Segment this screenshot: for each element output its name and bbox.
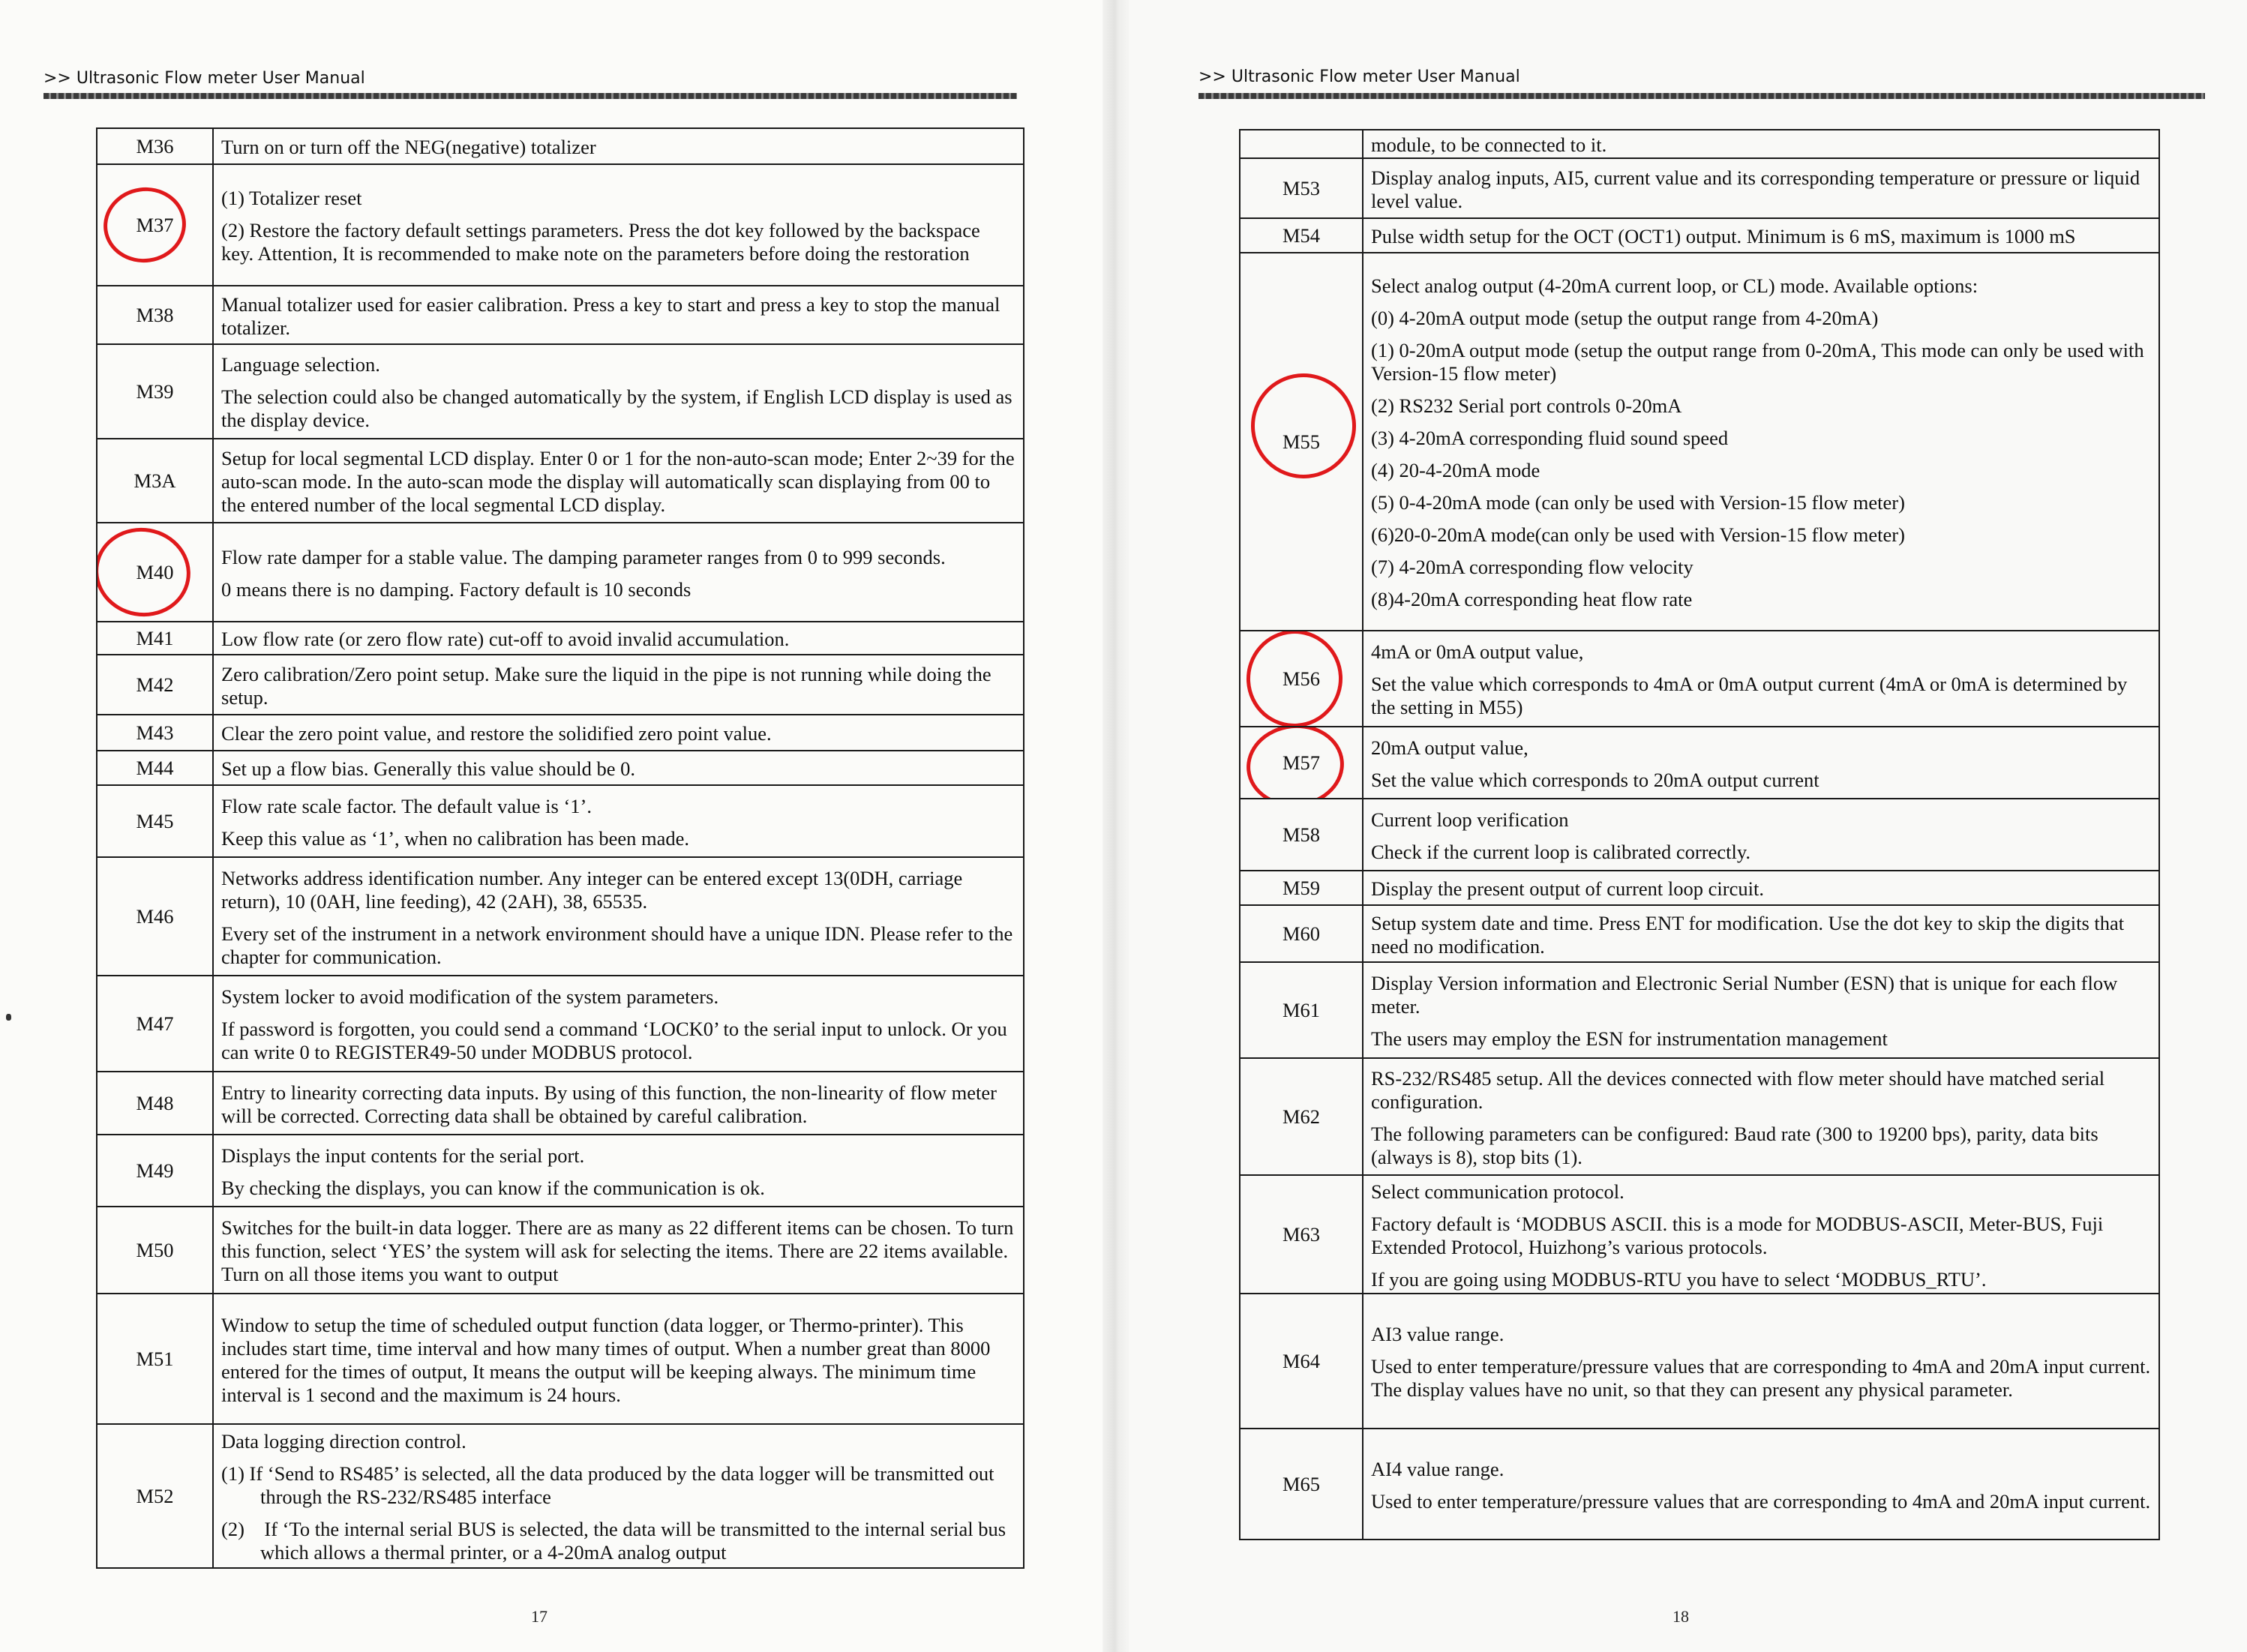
parameter-code-text: M48: [136, 1091, 174, 1114]
table-row: [1240, 631, 2159, 727]
table-row: [1240, 871, 2159, 905]
description-line: Switches for the built-in data logger. There are as many as 22 different items can be chosen. To turn this function, select ‘YES’ the system will ask for selecting the items. There are 22 items available. Turn on all those items you want to output: [221, 1216, 1014, 1285]
parameter-code-text: M49: [136, 1159, 174, 1182]
table-row: [1240, 218, 2159, 253]
description-line: Turn on or turn off the NEG(negative) totalizer: [221, 136, 596, 158]
parameter-code: [97, 1207, 213, 1294]
parameter-description: [213, 128, 1024, 164]
parameter-description: [1363, 799, 2159, 871]
description-line: System locker to avoid modification of the system parameters.: [221, 985, 719, 1008]
parameter-description: [213, 1424, 1024, 1568]
parameter-code: [97, 715, 213, 751]
description-line: If you are going using MODBUS-RTU you have to select ‘MODBUS_RTU’.: [1371, 1267, 1987, 1291]
description-line: By checking the displays, you can know if the communication is ok.: [221, 1176, 765, 1199]
parameter-description: [213, 622, 1024, 655]
parameter-code-text: M37: [136, 213, 174, 236]
description-line: (3) 4-20mA corresponding fluid sound speed: [1371, 427, 1729, 449]
page-header: >> Ultrasonic Flow meter User Manual: [1198, 67, 1520, 86]
description-line: Set the value which corresponds to 4mA or 0mA output current (4mA or 0mA is determined by the setting in M55): [1371, 673, 2128, 718]
table-row: [1240, 962, 2159, 1058]
parameter-table: [96, 127, 1024, 1569]
description-line: Data logging direction control.: [221, 1430, 466, 1453]
table-row: [97, 976, 1024, 1072]
parameter-description: [213, 715, 1024, 751]
parameter-code: [97, 286, 213, 344]
parameter-code-text: M36: [136, 134, 174, 157]
parameter-code-text: M62: [1282, 1105, 1321, 1128]
description-line: Every set of the instrument in a network environment should have a unique IDN. Please refer to the chapter for communication.: [221, 922, 1013, 968]
table-row: [97, 1424, 1024, 1568]
description-line: Manual totalizer used for easier calibration. Press a key to start and press a key to stop the manual totalizer.: [221, 292, 1000, 339]
description-line: RS-232/RS485 setup. All the devices connected with flow meter should have matched serial configuration.: [1371, 1066, 2105, 1113]
table-row: [97, 286, 1024, 344]
description-line: Language selection.: [221, 353, 380, 376]
parameter-description: [1363, 962, 2159, 1058]
description-line: Pulse width setup for the OCT (OCT1) output. Minimum is 6 mS, maximum is 1000 mS: [1371, 225, 2076, 247]
parameter-description: [1363, 130, 2159, 158]
parameter-code-text: M64: [1282, 1349, 1321, 1372]
description-line: (1) Totalizer reset: [221, 187, 362, 209]
description-line: Networks address identification number. Any integer can be entered except 13(0DH, carriage return), 10 (0AH, line feeding), 42 (2AH), 38, 65535.: [221, 866, 963, 913]
description-line: 4mA or 0mA output value,: [1371, 640, 1584, 663]
description-line: Display Version information and Electronic Serial Number (ESN) that is unique for each flow meter.: [1371, 972, 2118, 1018]
parameter-code: [1240, 218, 1363, 253]
table-row: [97, 344, 1024, 439]
parameter-code-text: M63: [1282, 1222, 1321, 1246]
parameter-code-text: M55: [1282, 430, 1321, 453]
parameter-code-text: M41: [136, 626, 174, 649]
red-circle-annotation: [1246, 368, 1361, 484]
description-line: Low flow rate (or zero flow rate) cut-off to avoid invalid accumulation.: [221, 628, 790, 650]
parameter-description: [1363, 253, 2159, 631]
parameter-description: [213, 785, 1024, 857]
table-row: [1240, 905, 2159, 962]
parameter-code-text: M65: [1282, 1472, 1321, 1495]
left-page: [0, 0, 1116, 1652]
table-row: [1240, 1175, 2159, 1294]
parameter-code: [1240, 1175, 1363, 1294]
description-line: Setup system date and time. Press ENT for modification. Use the dot key to skip the digits that need no modification.: [1371, 911, 2125, 958]
parameter-description: [213, 1294, 1024, 1424]
table-row: [1240, 130, 2159, 158]
header-rule: [44, 93, 1017, 99]
description-line: (1) If ‘Send to RS485’ is selected, all the data produced by the data logger will be transmitted out through the RS-232/RS485 interface: [221, 1462, 994, 1508]
description-line: Display analog inputs, AI5, current value and its corresponding temperature or pressure or liquid level value.: [1371, 166, 2140, 212]
parameter-code: [97, 1424, 213, 1568]
parameter-description: [213, 286, 1024, 344]
parameter-code-text: M51: [136, 1347, 174, 1370]
parameter-code-text: M57: [1282, 751, 1321, 774]
parameter-description: [213, 751, 1024, 785]
parameter-code-text: M60: [1282, 922, 1321, 945]
table-row: [97, 655, 1024, 715]
description-line: Clear the zero point value, and restore the solidified zero point value.: [221, 722, 772, 745]
parameter-code: [97, 857, 213, 976]
description-line: Window to setup the time of scheduled output function (data logger, or Thermo-printer). This includes start time, time interval and how many times of output. When a number great than 8000 entered for the times of output, It means the output will be keeping always. The minimum time interval is 1 second and the maximum is 24 hours.: [221, 1313, 991, 1406]
parameter-code-text: M59: [1282, 876, 1321, 899]
table-row: [97, 751, 1024, 785]
description-line: Used to enter temperature/pressure values that are corresponding to 4mA and 20mA input current. The display values have no unit, so that they can present any physical parameter.: [1371, 1355, 2151, 1401]
parameter-code-text: M54: [1282, 223, 1321, 247]
description-line: Check if the current loop is calibrated correctly.: [1371, 840, 1750, 863]
description-line: The following parameters can be configured: Baud rate (300 to 19200 bps), parity, data bits (always is 8), stop bits (1).: [1371, 1122, 2098, 1168]
parameter-code: [1240, 1058, 1363, 1175]
description-line: The users may employ the ESN for instrumentation management: [1371, 1027, 1888, 1050]
table-row: [1240, 158, 2159, 218]
parameter-description: [1363, 218, 2159, 253]
parameter-code-text: M56: [1282, 667, 1321, 690]
parameter-code: [97, 751, 213, 785]
table-row: [97, 1294, 1024, 1424]
parameter-description: [213, 344, 1024, 439]
parameter-code-text: M53: [1282, 176, 1321, 199]
description-line: 0 means there is no damping. Factory default is 10 seconds: [221, 577, 692, 601]
description-line: Flow rate damper for a stable value. The damping parameter ranges from 0 to 999 seconds.: [221, 545, 946, 568]
description-line: Factory default is ‘MODBUS ASCII. this is a mode for MODBUS-ASCII, Meter-BUS, Fuji Extended Protocol, Huizhong’s various protocols.: [1371, 1212, 2104, 1258]
parameter-description: [213, 655, 1024, 715]
table-row: [1240, 253, 2159, 631]
parameter-code: [1240, 158, 1363, 218]
description-line: Flow rate scale factor. The default value is ‘1’.: [221, 794, 592, 817]
table-row: [1240, 1294, 2159, 1429]
table-row: [97, 164, 1024, 286]
description-line: (2) Restore the factory default settings parameters. Press the dot key followed by the backspace key. Attention, It is recommended to make note on the parameters before doing the restoration: [221, 219, 980, 265]
description-line: The selection could also be changed automatically by the system, if English LCD display is used as the display device.: [221, 385, 1012, 431]
scan-speck: [6, 1014, 11, 1021]
table-row: [97, 128, 1024, 164]
page-number: 18: [1672, 1607, 1689, 1626]
parameter-description: [1363, 1294, 2159, 1429]
parameter-description: [213, 523, 1024, 622]
table-row: [97, 715, 1024, 751]
description-line: Zero calibration/Zero point setup. Make sure the liquid in the pipe is not running while doing the setup.: [221, 662, 992, 709]
parameter-code-text: M42: [136, 673, 174, 696]
description-line: (2) RS232 Serial port controls 0-20mA: [1371, 394, 1682, 417]
parameter-description: [213, 439, 1024, 523]
page-number: 17: [531, 1607, 548, 1626]
book-spine: [1102, 0, 1130, 1652]
table-row: [1240, 1429, 2159, 1540]
parameter-code: [1240, 253, 1363, 631]
parameter-code-text: M38: [136, 303, 174, 326]
parameter-code-text: M50: [136, 1238, 174, 1261]
description-line: Displays the input contents for the serial port.: [221, 1144, 585, 1167]
description-line: (4) 20-4-20mA mode: [1371, 459, 1540, 481]
parameter-description: [1363, 1175, 2159, 1294]
parameter-description: [1363, 1058, 2159, 1175]
description-line: (7) 4-20mA corresponding flow velocity: [1371, 556, 1694, 578]
description-line: Entry to linearity correcting data inputs. By using of this function, the non-linearity of flow meter will be corrected. Correcting data shall be obtained by careful calibration.: [221, 1081, 997, 1127]
parameter-code: [97, 344, 213, 439]
parameter-code: [97, 523, 213, 622]
parameter-table: [1239, 129, 2160, 1540]
description-line: (1) 0-20mA output mode (setup the output range from 0-20mA, This mode can only be used with Version-15 flow meter): [1371, 339, 2144, 385]
parameter-code-text: M45: [136, 809, 174, 832]
table-row: [97, 523, 1024, 622]
parameter-description: [1363, 631, 2159, 727]
table-row: [97, 622, 1024, 655]
parameter-code: [97, 785, 213, 857]
parameter-code: [1240, 905, 1363, 962]
description-line: Display the present output of current loop circuit.: [1371, 877, 1764, 900]
parameter-code: [1240, 962, 1363, 1058]
parameter-code: [97, 976, 213, 1072]
description-line: Used to enter temperature/pressure values that are corresponding to 4mA and 20mA input current.: [1371, 1489, 2151, 1513]
parameter-code-text: M40: [136, 560, 174, 583]
parameter-code-text: M39: [136, 379, 174, 403]
parameter-code-text: M58: [1282, 823, 1321, 846]
parameter-code: [1240, 727, 1363, 799]
header-rule: [1198, 93, 2205, 99]
parameter-code: [1240, 130, 1363, 158]
description-line: 20mA output value,: [1371, 736, 1528, 759]
parameter-code: [1240, 631, 1363, 727]
description-line: (0) 4-20mA output mode (setup the output range from 4-20mA): [1371, 307, 1879, 329]
parameter-description: [1363, 727, 2159, 799]
parameter-description: [213, 976, 1024, 1072]
parameter-description: [1363, 1429, 2159, 1540]
parameter-code: [97, 1294, 213, 1424]
description-line: Select analog output (4-20mA current loop, or CL) mode. Available options:: [1371, 274, 1978, 297]
description-line: AI3 value range.: [1371, 1323, 1504, 1345]
description-line: Keep this value as ‘1’, when no calibration has been made.: [221, 826, 690, 850]
parameter-code-text: M46: [136, 904, 174, 928]
table-row: [97, 1072, 1024, 1135]
right-page: [1116, 0, 2247, 1652]
parameter-description: [213, 164, 1024, 286]
parameter-code: [1240, 1429, 1363, 1540]
parameter-code: [97, 439, 213, 523]
parameter-description: [213, 1072, 1024, 1135]
parameter-code-text: M47: [136, 1012, 174, 1035]
parameter-code-text: M61: [1282, 998, 1321, 1021]
description-line: Setup for local segmental LCD display. Enter 0 or 1 for the non-auto-scan mode; Enter 2~39 for the auto-scan mode. In the auto-scan mode the display will automatically scan displaying from 00 to the entered number of the local segmental LCD display.: [221, 447, 1015, 516]
parameter-code-text: M44: [136, 756, 174, 779]
description-line: AI4 value range.: [1371, 1457, 1504, 1480]
parameter-code-text: M52: [136, 1484, 174, 1507]
description-line: Select communication protocol.: [1371, 1180, 1624, 1203]
parameter-code: [97, 128, 213, 164]
table-row: [97, 857, 1024, 976]
parameter-description: [1363, 158, 2159, 218]
table-row: [1240, 799, 2159, 871]
parameter-description: [1363, 905, 2159, 962]
description-line: (6)20-0-20mA mode(can only be used with Version-15 flow meter): [1371, 523, 1905, 546]
parameter-code: [1240, 1294, 1363, 1429]
parameter-code: [1240, 799, 1363, 871]
parameter-code: [97, 622, 213, 655]
parameter-description: [213, 1135, 1024, 1207]
parameter-description: [213, 857, 1024, 976]
description-line: (2) If ‘To the internal serial BUS is selected, the data will be transmitted to the internal serial bus which allows a thermal printer, or a 4-20mA analog output: [221, 1518, 1006, 1564]
description-line: Set the value which corresponds to 20mA output current: [1371, 768, 1820, 791]
parameter-code: [97, 1135, 213, 1207]
parameter-code-text: M3A: [134, 469, 176, 492]
table-row: [97, 785, 1024, 857]
table-row: [97, 439, 1024, 523]
table-row: [97, 1207, 1024, 1294]
description-line: If password is forgotten, you could send a command ‘LOCK0’ to the serial input to unlock. Or you can write 0 to REGISTER49-50 under MODBUS protocol.: [221, 1018, 1007, 1063]
parameter-code: [1240, 871, 1363, 905]
parameter-description: [1363, 871, 2159, 905]
table-row: [1240, 727, 2159, 799]
table-row: [1240, 1058, 2159, 1175]
parameter-code: [97, 655, 213, 715]
page-header: >> Ultrasonic Flow meter User Manual: [44, 69, 365, 88]
description-line: Set up a flow bias. Generally this value should be 0.: [221, 757, 635, 780]
parameter-code-text: M43: [136, 721, 174, 744]
description-line: Current loop verification: [1371, 808, 1569, 831]
description-line: module, to be connected to it.: [1371, 133, 1607, 156]
description-line: (8)4-20mA corresponding heat flow rate: [1371, 588, 1693, 610]
description-line: (5) 0-4-20mA mode (can only be used with Version-15 flow meter): [1371, 491, 1905, 514]
parameter-code: [97, 1072, 213, 1135]
table-row: [97, 1135, 1024, 1207]
parameter-description: [213, 1207, 1024, 1294]
parameter-code: [97, 164, 213, 286]
